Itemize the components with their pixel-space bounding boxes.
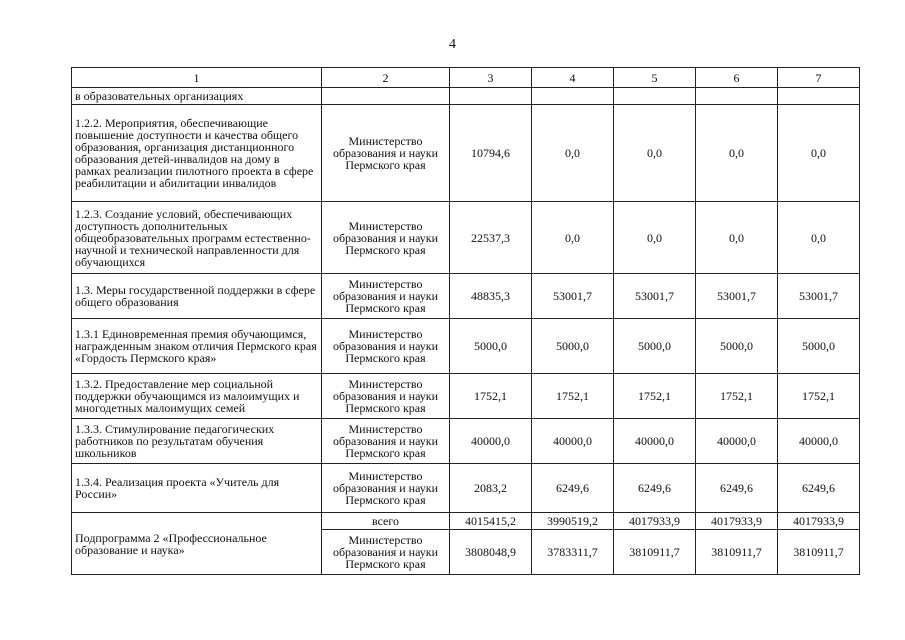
row-value: 40000,0 bbox=[614, 419, 696, 464]
header-cell: 5 bbox=[614, 68, 696, 88]
subprogram-executor-value: 3783311,7 bbox=[532, 530, 614, 575]
row-value: 1752,1 bbox=[778, 374, 860, 419]
row-value: 53001,7 bbox=[614, 274, 696, 319]
row-value: 48835,3 bbox=[450, 274, 532, 319]
row-value: 10794,6 bbox=[450, 105, 532, 202]
row-executor: Министерство образования и науки Пермского края bbox=[322, 105, 450, 202]
table-row bbox=[72, 374, 860, 419]
budget-table bbox=[71, 67, 860, 575]
table-row bbox=[72, 88, 860, 105]
header-cell: 7 bbox=[778, 68, 860, 88]
row-value: 53001,7 bbox=[696, 274, 778, 319]
row-value: 0,0 bbox=[696, 202, 778, 274]
row-value: 1752,1 bbox=[614, 374, 696, 419]
row-value: 40000,0 bbox=[778, 419, 860, 464]
table-row bbox=[72, 202, 860, 274]
subprogram-total-value: 3990519,2 bbox=[532, 513, 614, 530]
row-value: 5000,0 bbox=[614, 319, 696, 374]
row-value bbox=[696, 88, 778, 105]
row-name: 1.3. Меры государственной поддержки в сфере общего образования bbox=[72, 274, 322, 319]
header-cell: 1 bbox=[72, 68, 322, 88]
row-value: 5000,0 bbox=[778, 319, 860, 374]
row-value: 1752,1 bbox=[696, 374, 778, 419]
row-value: 53001,7 bbox=[532, 274, 614, 319]
row-value: 0,0 bbox=[532, 105, 614, 202]
row-value: 40000,0 bbox=[450, 419, 532, 464]
subprogram-total-value: 4017933,9 bbox=[614, 513, 696, 530]
row-value: 53001,7 bbox=[778, 274, 860, 319]
row-name: 1.3.1 Единовременная премия обучающимся, награжденным знаком отличия Пермского края «Гордость Пермского края» bbox=[72, 319, 322, 374]
subprogram-total-label: всего bbox=[322, 513, 450, 530]
row-value: 0,0 bbox=[614, 202, 696, 274]
subprogram-executor-value: 3810911,7 bbox=[696, 530, 778, 575]
row-value bbox=[614, 88, 696, 105]
table-row bbox=[72, 464, 860, 513]
row-value: 1752,1 bbox=[532, 374, 614, 419]
row-name: 1.3.4. Реализация проекта «Учитель для России» bbox=[72, 464, 322, 513]
page-number: 4 bbox=[449, 37, 456, 52]
header-row bbox=[72, 68, 860, 88]
row-executor: Министерство образования и науки Пермского края bbox=[322, 419, 450, 464]
row-value: 40000,0 bbox=[532, 419, 614, 464]
row-executor: Министерство образования и науки Пермского края bbox=[322, 202, 450, 274]
subprogram-total-value: 4015415,2 bbox=[450, 513, 532, 530]
row-executor: Министерство образования и науки Пермского края bbox=[322, 464, 450, 513]
header-cell: 3 bbox=[450, 68, 532, 88]
row-name: 1.3.2. Предоставление мер социальной поддержки обучающимся из малоимущих и многодетных малоимущих семей bbox=[72, 374, 322, 419]
row-name: в образовательных организациях bbox=[72, 88, 322, 105]
subprogram-executor: Министерство образования и науки Пермского края bbox=[322, 530, 450, 575]
row-value: 0,0 bbox=[778, 202, 860, 274]
row-value: 0,0 bbox=[532, 202, 614, 274]
row-executor: Министерство образования и науки Пермского края bbox=[322, 274, 450, 319]
row-value: 5000,0 bbox=[696, 319, 778, 374]
row-value: 6249,6 bbox=[614, 464, 696, 513]
row-value: 6249,6 bbox=[532, 464, 614, 513]
header-cell: 2 bbox=[322, 68, 450, 88]
row-value: 40000,0 bbox=[696, 419, 778, 464]
row-name: 1.2.3. Создание условий, обеспечивающих доступность дополнительных общеобразовательных программ естественно-научной и технической направленности для обучающихся bbox=[72, 202, 322, 274]
table-row bbox=[72, 419, 860, 464]
row-value bbox=[778, 88, 860, 105]
row-executor bbox=[322, 88, 450, 105]
row-value: 2083,2 bbox=[450, 464, 532, 513]
row-name: 1.2.2. Мероприятия, обеспечивающие повышение доступности и качества общего образования, организация дистанционного образования детей-инвалидов на дому в рамках реализации пилотного проекта в сфере реабилитации и абилитации инвалидов bbox=[72, 105, 322, 202]
subprogram-executor-value: 3810911,7 bbox=[614, 530, 696, 575]
row-value: 5000,0 bbox=[532, 319, 614, 374]
header-cell: 4 bbox=[532, 68, 614, 88]
table-row bbox=[72, 105, 860, 202]
row-value: 6249,6 bbox=[778, 464, 860, 513]
subprogram-total-value: 4017933,9 bbox=[696, 513, 778, 530]
table-row bbox=[72, 319, 860, 374]
header-cell: 6 bbox=[696, 68, 778, 88]
row-value: 22537,3 bbox=[450, 202, 532, 274]
row-value: 0,0 bbox=[614, 105, 696, 202]
row-value: 6249,6 bbox=[696, 464, 778, 513]
row-value: 0,0 bbox=[696, 105, 778, 202]
row-executor: Министерство образования и науки Пермского края bbox=[322, 374, 450, 419]
row-value: 0,0 bbox=[778, 105, 860, 202]
subprogram-total-value: 4017933,9 bbox=[778, 513, 860, 530]
subprogram-executor-value: 3808048,9 bbox=[450, 530, 532, 575]
row-value bbox=[532, 88, 614, 105]
subprogram-executor-value: 3810911,7 bbox=[778, 530, 860, 575]
row-value bbox=[450, 88, 532, 105]
row-value: 1752,1 bbox=[450, 374, 532, 419]
row-name: 1.3.3. Стимулирование педагогических работников по результатам обучения школьников bbox=[72, 419, 322, 464]
subprogram-total-row bbox=[72, 513, 860, 530]
subprogram-name: Подпрограмма 2 «Профессиональное образование и наука» bbox=[72, 513, 322, 575]
table-row bbox=[72, 274, 860, 319]
row-executor: Министерство образования и науки Пермского края bbox=[322, 319, 450, 374]
row-value: 5000,0 bbox=[450, 319, 532, 374]
